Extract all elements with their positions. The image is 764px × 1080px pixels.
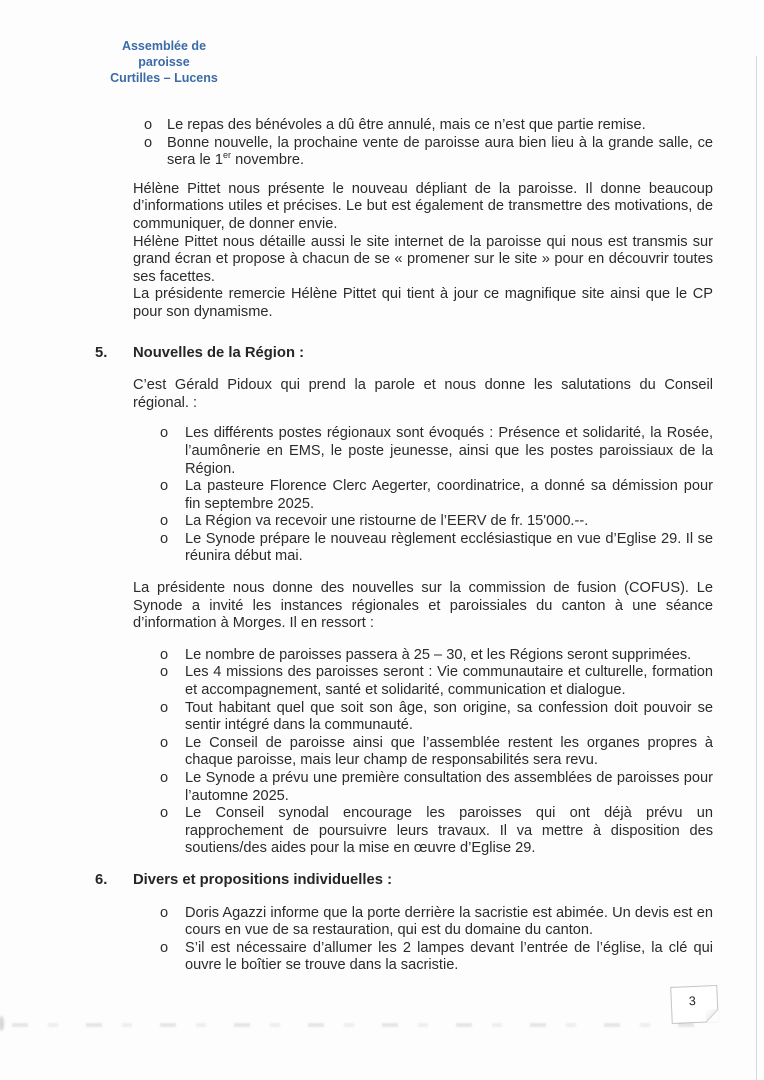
announcements-list bbox=[133, 117, 713, 170]
list-item-text: Le Synode a prévu une première consultation des assemblées de paroisses pour l’automne 2025. bbox=[185, 770, 713, 804]
list-item bbox=[160, 425, 713, 478]
letterhead-subtitle: Curtilles – Lucens bbox=[110, 71, 218, 85]
list-item-text: Le nombre de paroisses passera à 25 – 30, et les Régions seront supprimées. bbox=[185, 646, 692, 663]
list-item bbox=[160, 770, 713, 805]
page-number: 3 bbox=[688, 993, 697, 1009]
paragraph-block bbox=[133, 181, 713, 322]
fusion-points-list bbox=[133, 647, 713, 858]
letterhead bbox=[100, 38, 228, 86]
list-item bbox=[160, 664, 713, 699]
document-body bbox=[95, 117, 713, 975]
bullet-marker: o bbox=[160, 646, 169, 663]
list-item bbox=[160, 531, 713, 566]
list-item-text: Les différents postes régionaux sont évoqués : Présence et solidarité, la Rosée, l’aumônerie en EMS, le poste jeunesse, ainsi que les postes paroissiaux de la Région. bbox=[185, 425, 713, 477]
list-item bbox=[160, 513, 713, 531]
scan-artifact-right-line bbox=[756, 56, 757, 1080]
section-5-nouvelles-region bbox=[95, 344, 713, 858]
list-item-text: Le Synode prépare le nouveau règlement ecclésiastique en vue d’Eglise 29. Il se réunira début mai. bbox=[185, 530, 713, 565]
list-item-text: S’il est nécessaire d’allumer les 2 lampes devant l’entrée de l’église, la clé qui ouvre le boîtier se trouve dans la sacristie. bbox=[185, 939, 713, 974]
section-heading bbox=[95, 344, 713, 363]
ordinal-superscript: er bbox=[222, 150, 232, 161]
bullet-marker: o bbox=[160, 478, 169, 495]
list-item-text: Le Conseil de paroisse ainsi que l’assemblée restent les organes propres à chaque paroisse, mais leur champ de responsabilités sera revu. bbox=[185, 734, 713, 769]
paragraph: C’est Gérald Pidoux qui prend la parole et nous donne les salutations du Conseil régional. : bbox=[133, 377, 713, 411]
bullet-marker: o bbox=[160, 939, 169, 956]
list-item bbox=[160, 905, 713, 940]
section-title: Divers et propositions individuelles : bbox=[133, 871, 392, 888]
section-heading bbox=[95, 871, 713, 890]
scan-artifact-left-mark bbox=[0, 1016, 4, 1031]
list-item bbox=[144, 117, 713, 135]
letterhead-title: Assemblée de paroisse bbox=[121, 39, 207, 69]
list-item-text: Le repas des bénévoles a dû être annulé, mais ce n’est que partie remise. bbox=[167, 117, 646, 133]
bullet-marker: o bbox=[160, 664, 169, 681]
list-item bbox=[160, 647, 713, 665]
bullet-marker: o bbox=[160, 425, 169, 442]
list-item-text: Doris Agazzi informe que la porte derrière la sacristie est abimée. Un devis est en cours en vue de sa restauration, qui est du domaine du canton. bbox=[185, 904, 713, 939]
list-item-text-part: novembre. bbox=[231, 152, 305, 169]
list-item-text: La Région va recevoir une ristourne de l’EERV de fr. 15'000.--. bbox=[185, 513, 589, 530]
bullet-marker: o bbox=[160, 770, 169, 786]
section-6-divers bbox=[95, 871, 713, 975]
section-number: 6. bbox=[95, 871, 108, 888]
bullet-marker: o bbox=[160, 805, 169, 822]
bullet-marker: o bbox=[160, 904, 169, 921]
section-title: Nouvelles de la Région : bbox=[133, 344, 305, 361]
list-item bbox=[160, 735, 713, 770]
list-item bbox=[160, 700, 713, 735]
list-item-text: La pasteure Florence Clerc Aegerter, coordinatrice, a donné sa démission pour fin septembre 2025. bbox=[185, 478, 713, 512]
paragraph: La présidente remercie Hélène Pittet qui tient à jour ce magnifique site ainsi que le CP pour son dynamisme. bbox=[133, 286, 713, 320]
paragraph: Hélène Pittet nous présente le nouveau dépliant de la paroisse. Il donne beaucoup d’informations utiles et précises. Le but est également de transmettre des motivations, de communiquer, de donner envie. bbox=[133, 180, 713, 232]
list-item bbox=[144, 135, 713, 170]
bullet-marker: o bbox=[160, 734, 169, 751]
bullet-marker: o bbox=[144, 134, 153, 151]
bullet-marker: o bbox=[144, 117, 153, 133]
section-number: 5. bbox=[95, 344, 108, 361]
list-item-text-part: Bonne nouvelle, la prochaine vente de paroisse aura bien lieu à la grande salle, ce sera le 1 bbox=[167, 134, 713, 169]
page-number-badge bbox=[670, 985, 719, 1024]
divers-list bbox=[133, 905, 713, 975]
scan-artifact-band bbox=[12, 1023, 702, 1027]
paragraph: La présidente nous donne des nouvelles sur la commission de fusion (COFUS). Le Synode a invité les instances régionales et paroissiales du canton à une séance d’information à Morges. Il en ressort : bbox=[133, 580, 713, 632]
paragraph: Hélène Pittet nous détaille aussi le site internet de la paroisse qui nous est transmis sur grand écran et propose à chacun de se « promener sur le site » pour en découvrir toutes ses facettes. bbox=[133, 233, 713, 285]
list-item-text: Les 4 missions des paroisses seront : Vie communautaire et culturelle, formation et accompagnement, santé et solidarité, communication et dialogue. bbox=[185, 664, 713, 699]
list-item bbox=[160, 478, 713, 513]
list-item bbox=[160, 805, 713, 858]
bullet-marker: o bbox=[160, 513, 169, 530]
bullet-marker: o bbox=[160, 699, 169, 716]
list-item-text bbox=[167, 135, 713, 170]
list-item-text: Le Conseil synodal encourage les paroisses qui ont déjà prévu un rapprochement de poursuivre leurs travaux. Il va mettre à disposition des soutiens/des aides pour la mise en œuvre d’Eglise 29. bbox=[185, 805, 713, 857]
list-item bbox=[160, 940, 713, 975]
bullet-marker: o bbox=[160, 530, 169, 547]
list-item-text: Tout habitant quel que soit son âge, son origine, sa confession doit pouvoir se sentir intégré dans la communauté. bbox=[185, 699, 713, 734]
region-news-list bbox=[133, 425, 713, 566]
